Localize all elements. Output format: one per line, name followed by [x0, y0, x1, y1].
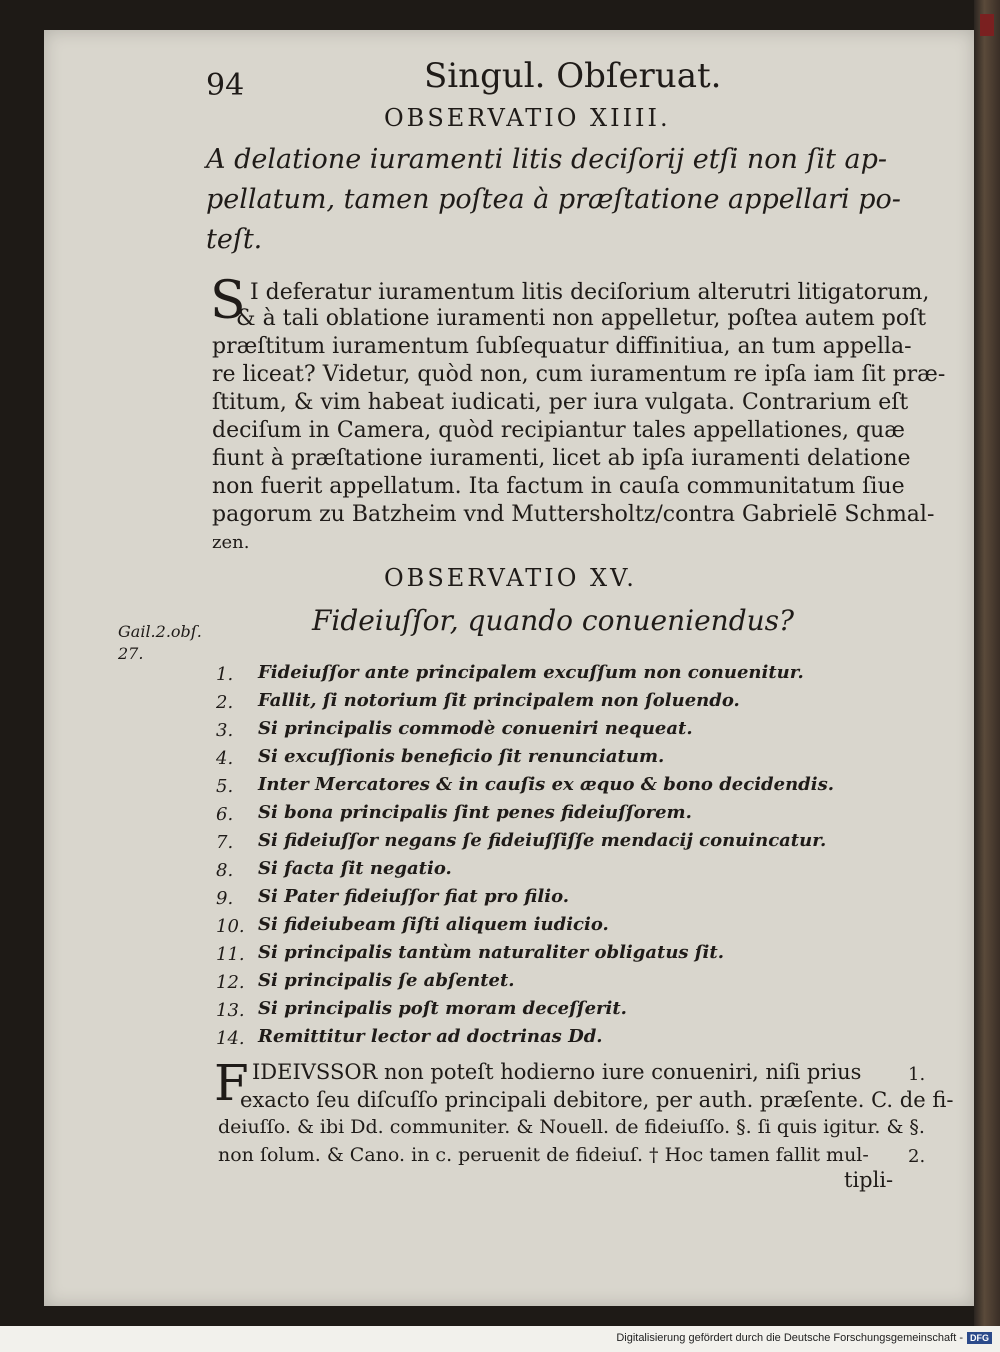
running-title: Singul. Obſeruat.: [424, 56, 722, 96]
obs15-dropcap: F: [214, 1054, 249, 1112]
summary-item-number: 1.: [216, 664, 234, 685]
summary-item-number: 6.: [216, 804, 234, 825]
obs14-body-line: & à tali oblatione iuramenti non appelletur, poſtea autem poſt: [236, 306, 927, 331]
summary-item-number: 5.: [216, 776, 234, 797]
obs14-body-line: zen.: [212, 532, 250, 553]
margin-note: Gail.2.obſ.: [118, 622, 202, 641]
observation-15-title: Fideiuſſor, quando conueniendus?: [312, 604, 795, 637]
summary-item-text: Si excuſſionis beneficio ſit renunciatum.: [258, 746, 665, 767]
obs15-body-line: deiuſſo. & ibi Dd. communiter. & Nouell. de fideiuſſo. §. ſi quis igitur. & §.: [218, 1116, 925, 1138]
book-spine: [974, 0, 1000, 1326]
summary-item-text: Si bona principalis ſint penes fideiuſſorem.: [258, 802, 692, 823]
summary-item-number: 8.: [216, 860, 234, 881]
dfg-logo: DFG: [967, 1332, 992, 1344]
summary-item-number: 11.: [216, 944, 245, 965]
margin-note: 27.: [118, 644, 144, 663]
summary-item-number: 10.: [216, 916, 245, 937]
margin-number: 2.: [908, 1146, 926, 1167]
summary-item-number: 7.: [216, 832, 234, 853]
obs14-lemma-line: teſt.: [206, 224, 263, 255]
summary-item-number: 9.: [216, 888, 234, 909]
margin-number: 1.: [908, 1064, 926, 1085]
obs14-body-line: ſtitum, & vim habeat iudicati, per iura vulgata. Contrarium eſt: [212, 390, 909, 415]
summary-item-text: Si principalis poſt moram deceſſerit.: [258, 998, 627, 1019]
summary-item-text: Si Pater fideiuſſor fiat pro filio.: [258, 886, 570, 907]
summary-item-text: Fallit, ſi notorium ſit principalem non ſoluendo.: [258, 690, 740, 711]
footer-text: Digitalisierung gefördert durch die Deutsche Forschungsgemeinschaft -: [616, 1332, 963, 1344]
obs14-body-line: non fuerit appellatum. Ita factum in cauſa communitatum ſiue: [212, 474, 905, 499]
summary-item-text: Inter Mercatores & in cauſis ex æquo & bono decidendis.: [258, 774, 834, 795]
obs14-dropcap: S: [210, 271, 246, 331]
obs14-lemma-line: A delatione iuramenti litis deciſorij etſi non ſit ap-: [206, 144, 888, 175]
observation-14-heading: OBSERVATIO XIIII.: [384, 104, 671, 132]
obs15-body-line: exacto ſeu diſcuſſo principali debitore, per auth. præſente. C. de fi-: [240, 1088, 954, 1112]
obs14-body-line: deciſum in Camera, quòd recipiantur tales appellationes, quæ: [212, 418, 905, 443]
obs14-lemma-line: pellatum, tamen poſtea à præſtatione appellari po-: [206, 184, 901, 215]
obs15-body-line: tipli-: [844, 1168, 894, 1192]
summary-item-text: Si principalis ſe abſentet.: [258, 970, 515, 991]
summary-item-text: Fideiuſſor ante principalem excuſſum non conuenitur.: [258, 662, 804, 683]
obs15-body-line: non ſolum. & Cano. in c. peruenit de fideiuſ. † Hoc tamen fallit mul-: [218, 1144, 869, 1166]
page-number: 94: [206, 68, 245, 103]
observation-15-heading: OBSERVATIO XV.: [384, 564, 637, 592]
summary-item-number: 12.: [216, 972, 245, 993]
summary-item-text: Remittitur lector ad doctrinas Dd.: [258, 1026, 603, 1047]
summary-item-text: Si fideiubeam ſiſti aliquem iudicio.: [258, 914, 609, 935]
summary-item-text: Si facta ſit negatio.: [258, 858, 452, 879]
summary-item-number: 2.: [216, 692, 234, 713]
obs14-body-line: re liceat? Videtur, quòd non, cum iuramentum re ipſa iam ſit præ-: [212, 362, 946, 387]
footer-credit: [0, 1332, 992, 1344]
obs14-body-line: I deferatur iuramentum litis deciſorium alterutri litigatorum,: [250, 280, 930, 305]
summary-item-text: Si principalis commodè conueniri nequeat.: [258, 718, 693, 739]
obs14-body-line: præſtitum iuramentum ſubſequatur diffinitiua, an tum appella-: [212, 334, 912, 359]
spine-label: [980, 14, 994, 36]
summary-item-text: Si fideiuſſor negans ſe fideiuſſiſſe mendacij conuincatur.: [258, 830, 827, 851]
summary-item-number: 14.: [216, 1028, 245, 1049]
obs14-body-line: pagorum zu Batzheim vnd Muttersholtz/contra Gabrielē Schmal-: [212, 502, 935, 527]
summary-item-number: 13.: [216, 1000, 245, 1021]
obs14-body-line: fiunt à præſtatione iuramenti, licet ab ipſa iuramenti delatione: [212, 446, 911, 471]
obs15-body-line: IDEIVSSOR non poteſt hodierno iure conueniri, niſi prius: [252, 1060, 862, 1084]
summary-item-number: 3.: [216, 720, 234, 741]
summary-item-text: Si principalis tantùm naturaliter obligatus ſit.: [258, 942, 724, 963]
summary-item-number: 4.: [216, 748, 234, 769]
